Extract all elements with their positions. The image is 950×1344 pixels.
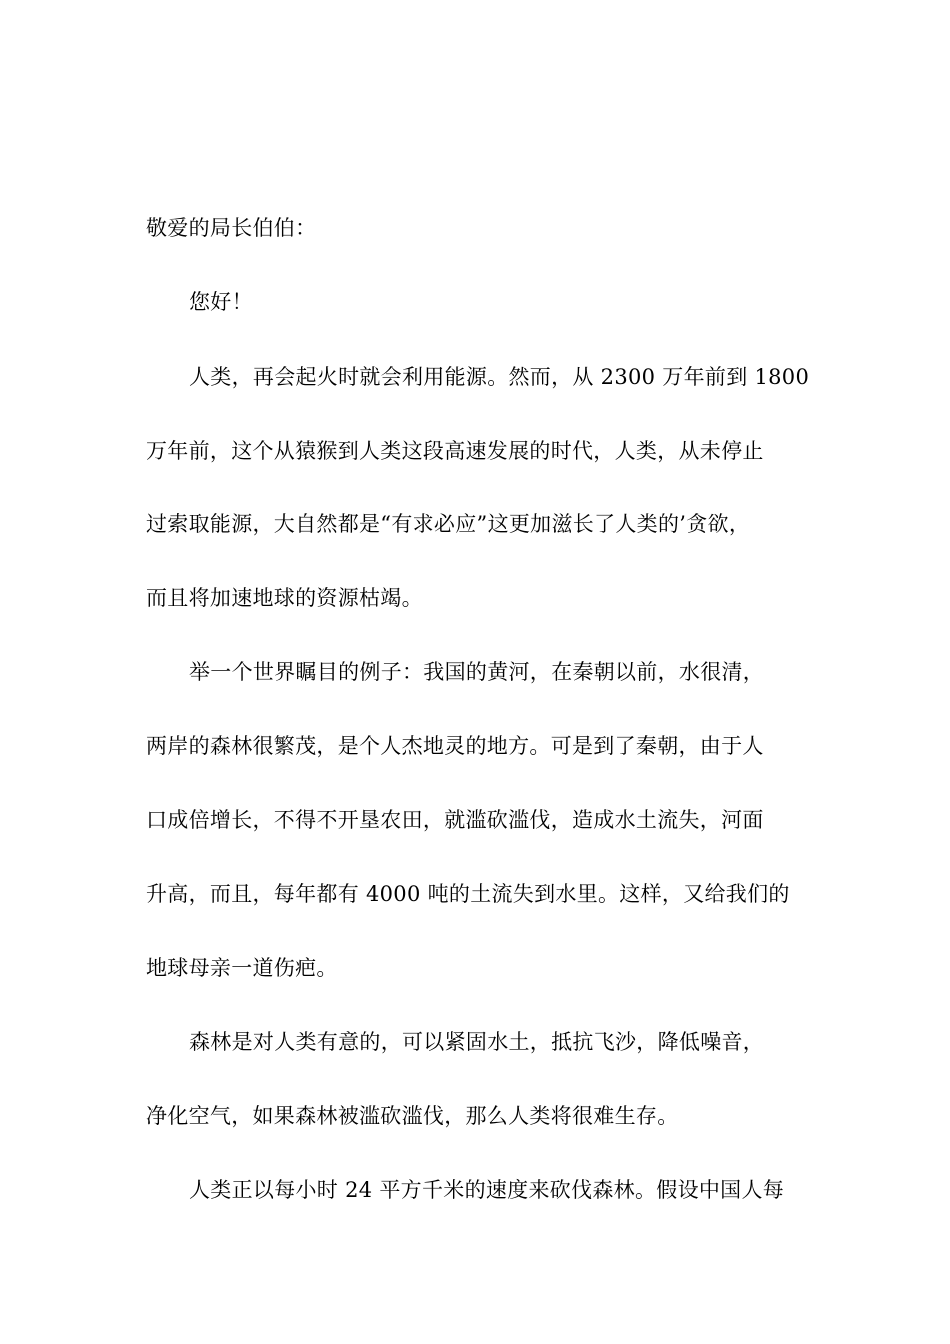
- paragraph-1-line-4: 而且将加速地球的资源枯竭。: [146, 586, 423, 610]
- paragraph-2-line-2: 两岸的森林很繁茂，是个人杰地灵的地方。可是到了秦朝，由于人: [146, 734, 764, 758]
- paragraph-1-line-2: 万年前，这个从猿猴到人类这段高速发展的时代，人类，从未停止: [146, 439, 764, 463]
- paragraph-4-line-1: 人类正以每小时 24 平方千米的速度来砍伐森林。假设中国人每: [189, 1178, 785, 1202]
- paragraph-3-line-1: 森林是对人类有意的，可以紧固水土，抵抗飞沙，降低噪音，: [189, 1030, 765, 1054]
- paragraph-2-line-4: 升高，而且，每年都有 4000 吨的土流失到水里。这样，又给我们的: [146, 882, 790, 906]
- paragraph-1-line-1: 人类，再会起火时就会利用能源。然而，从 2300 万年前到 1800: [189, 365, 810, 389]
- paragraph-2-line-5: 地球母亲一道伤疤。: [146, 956, 338, 980]
- paragraph-2-line-3: 口成倍增长，不得不开垦农田，就滥砍滥伐，造成水土流失，河面: [146, 808, 764, 832]
- salutation: 敬爱的局长伯伯：: [146, 216, 317, 240]
- greeting: 您好！: [189, 290, 253, 314]
- paragraph-1-line-3: 过索取能源，大自然都是“有求必应”这更加滋长了人类的’贪欲，: [146, 512, 751, 536]
- paragraph-3-line-2: 净化空气，如果森林被滥砍滥伐，那么人类将很难生存。: [146, 1104, 679, 1128]
- paragraph-2-line-1: 举一个世界瞩目的例子：我国的黄河，在秦朝以前，水很清，: [189, 660, 765, 684]
